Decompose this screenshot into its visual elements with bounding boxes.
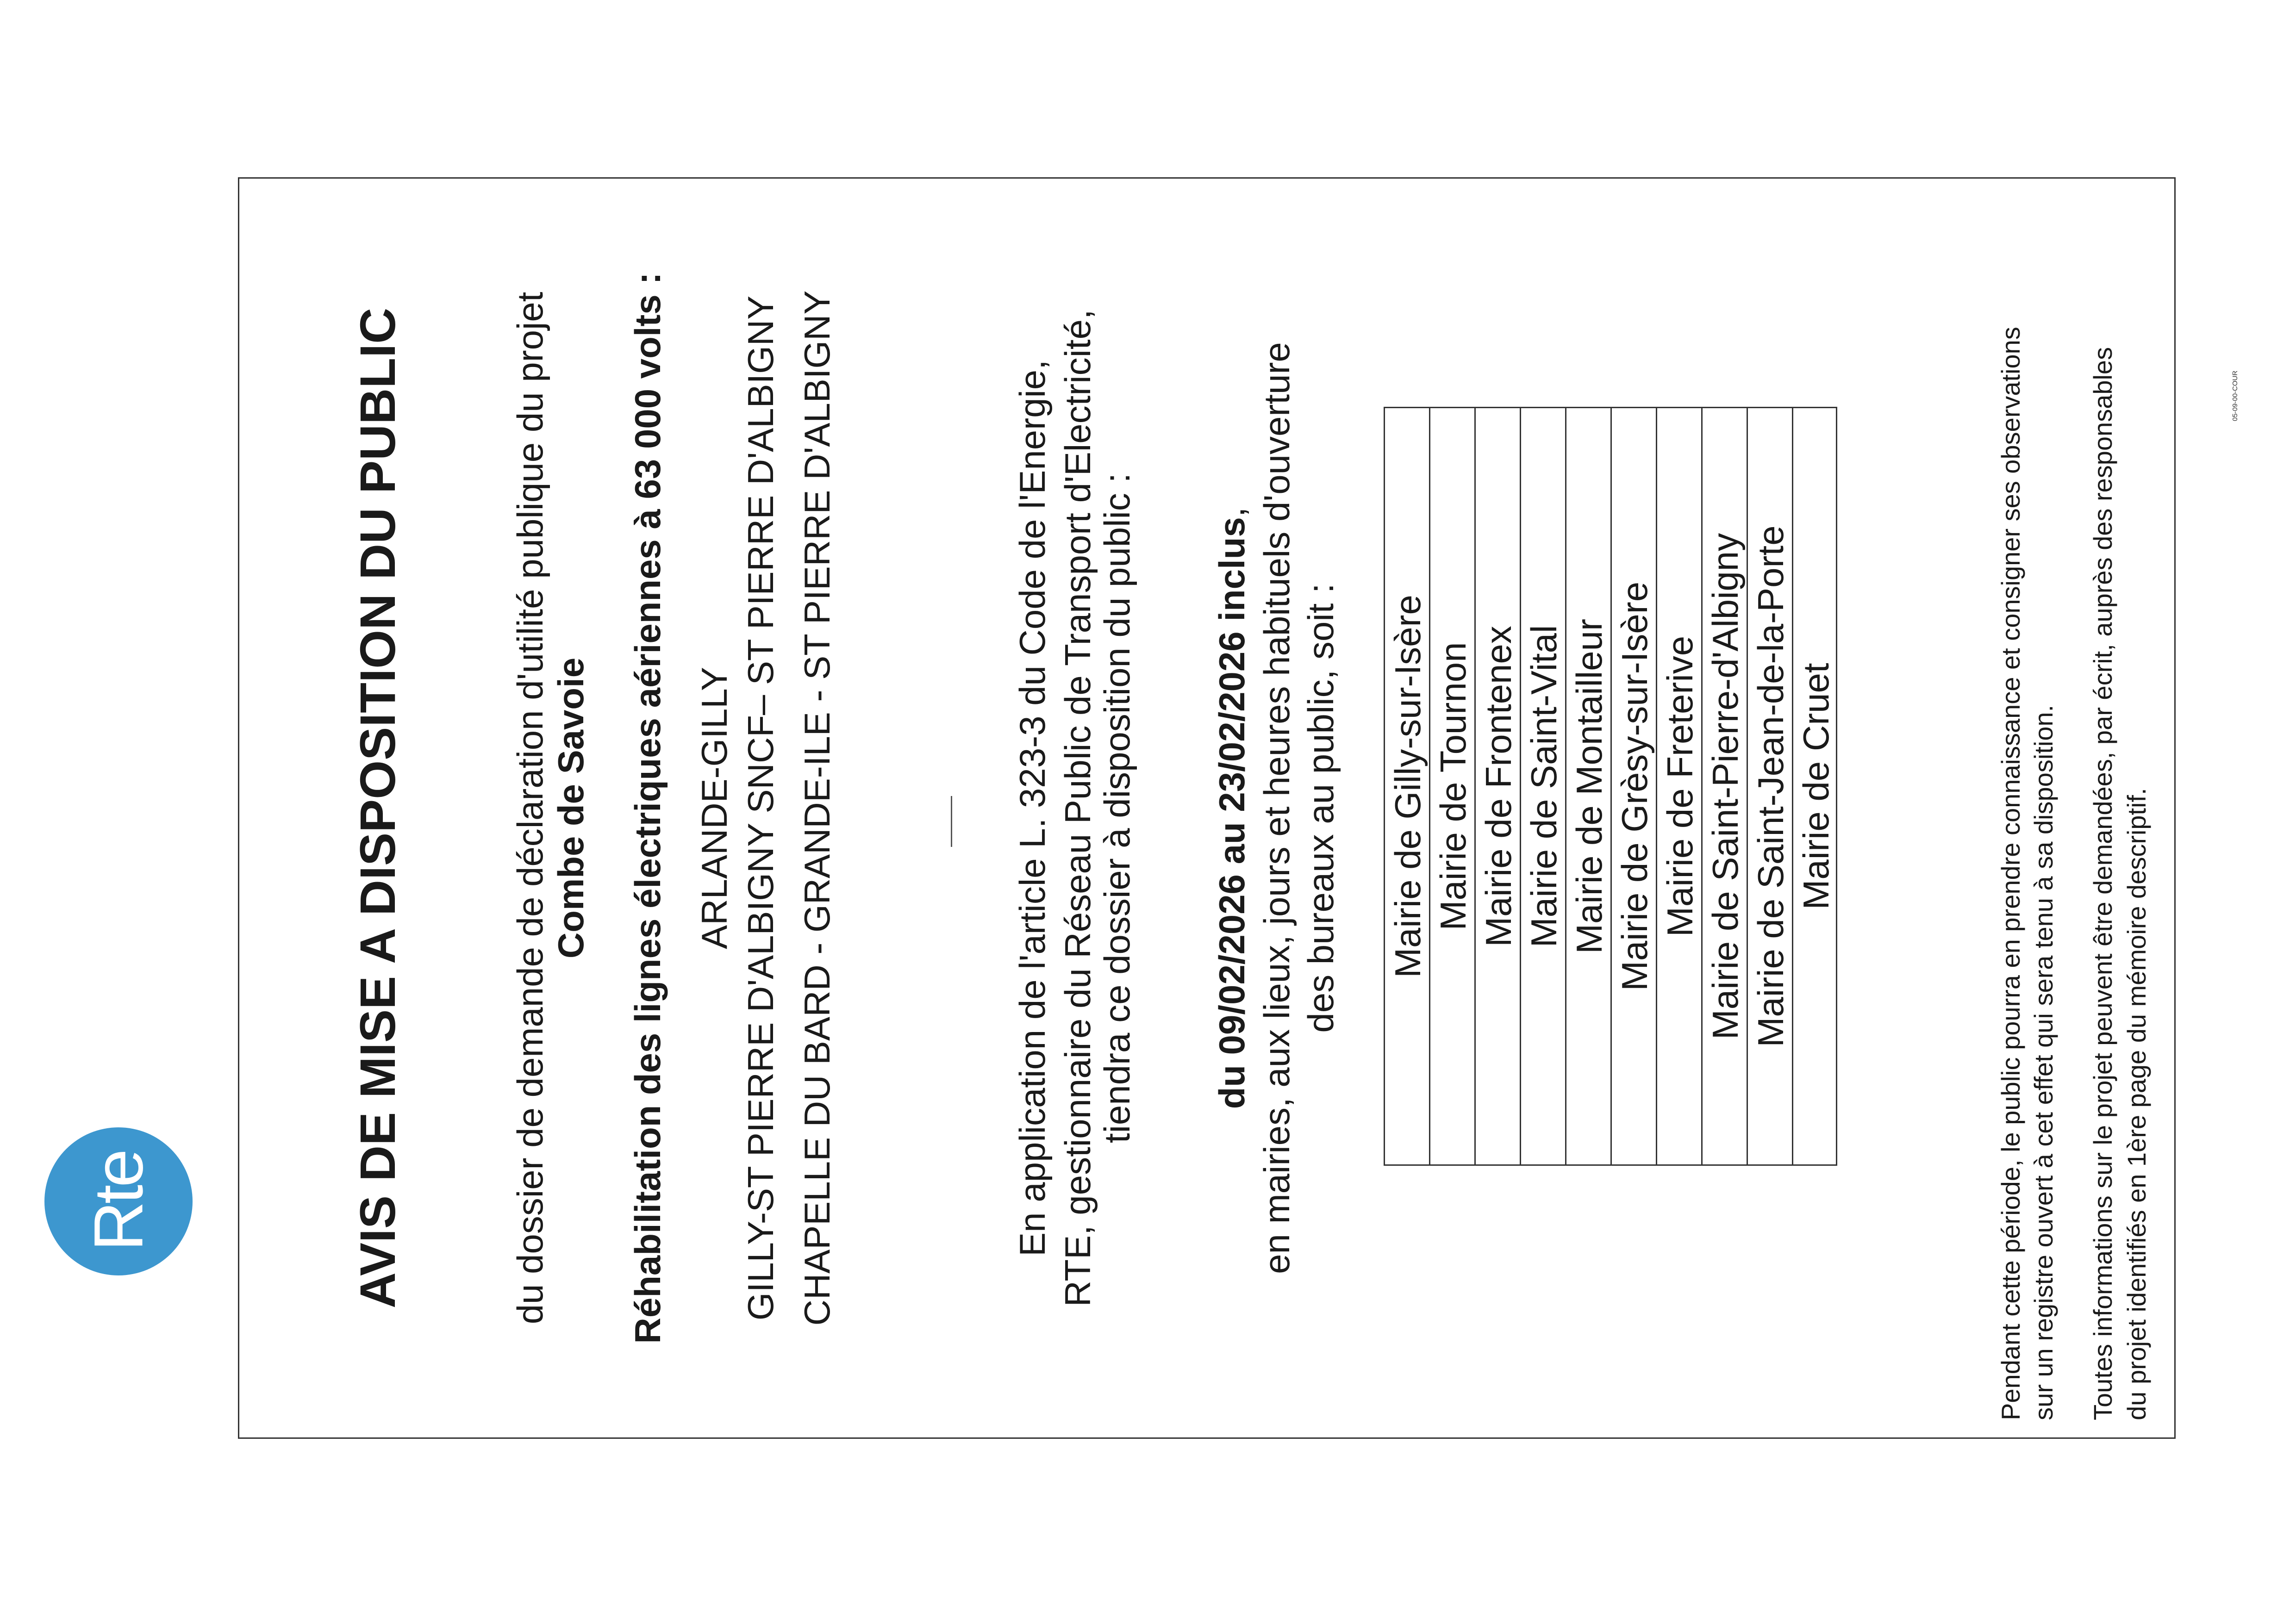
project-name: Combe de Savoie xyxy=(550,657,591,959)
mairie-row: Mairie de Saint-Pierre-d'Albigny xyxy=(1703,408,1748,1164)
footer-line-2: sur un registre ouvert à cet effet qui sera tenu à sa disposition. xyxy=(2029,704,2058,1420)
line-2: GILLY-ST PIERRE D'ALBIGNY SNCF– ST PIERRE D'ALBIGNY xyxy=(740,295,781,1321)
line-3: CHAPELLE DU BARD - GRANDE-ILE - ST PIERRE D'ALBIGNY xyxy=(797,290,837,1326)
mairie-row: Mairie de Saint-Jean-de-la-Porte xyxy=(1748,408,1793,1164)
subtitle-line-1: du dossier de demande de déclaration d'utilité publique du projet xyxy=(510,292,550,1325)
notice-title: AVIS DE MISE A DISPOSITION DU PUBLIC xyxy=(349,307,406,1309)
separator-rule xyxy=(951,796,952,847)
form-code: 05-09-00-COUR xyxy=(2231,370,2239,421)
mairie-row: Mairie de Saint-Vital xyxy=(1521,408,1566,1164)
application-line-2: RTE, gestionnaire du Réseau Public de Transport d'Electricité, xyxy=(1057,309,1098,1307)
dates-line xyxy=(1211,177,1252,1439)
mairie-row: Mairie de Tournon xyxy=(1430,408,1476,1164)
mairies-table xyxy=(1384,407,1837,1166)
dates: du 09/02/2026 au 23/02/2026 inclus xyxy=(1211,517,1252,1109)
notice-content xyxy=(238,177,2176,1439)
mairie-row: Mairie de Montailleur xyxy=(1566,408,1612,1164)
rte-logo xyxy=(44,1127,193,1275)
mairie-row: Mairie de Gilly-sur-Isère xyxy=(1385,408,1430,1164)
dates-suffix: , xyxy=(1211,507,1252,517)
footer-line-4: du projet identifiés en 1ère page du mémoire descriptif. xyxy=(2122,788,2151,1420)
location-line-1: en mairies, aux lieux, jours et heures habituels d'ouverture xyxy=(1256,342,1297,1274)
location-line-2: des bureaux au public, soit : xyxy=(1300,583,1341,1033)
rte-logo-text: Rte xyxy=(79,1151,157,1251)
mairie-row: Mairie de Freterive xyxy=(1657,408,1703,1164)
application-line-1: En application de l'article L. 323-3 du Code de l'Energie, xyxy=(1012,360,1053,1256)
line-1: ARLANDE-GILLY xyxy=(694,667,735,949)
application-line-3: tiendra ce dossier à disposition du public : xyxy=(1097,473,1137,1144)
footer-line-1: Pendant cette période, le public pourra en prendre connaissance et consigner ses observations xyxy=(1996,327,2025,1420)
mairie-row: Mairie de Grèsy-sur-Isère xyxy=(1612,408,1657,1164)
footer-line-3: Toutes informations sur le projet peuvent être demandées, par écrit, auprès des responsables xyxy=(2088,347,2117,1420)
project-heading: Réhabilitation des lignes électriques aériennes à 63 000 volts : xyxy=(627,272,668,1344)
mairie-row: Mairie de Cruet xyxy=(1796,663,1836,910)
mairie-row: Mairie de Frontenex xyxy=(1476,408,1521,1164)
